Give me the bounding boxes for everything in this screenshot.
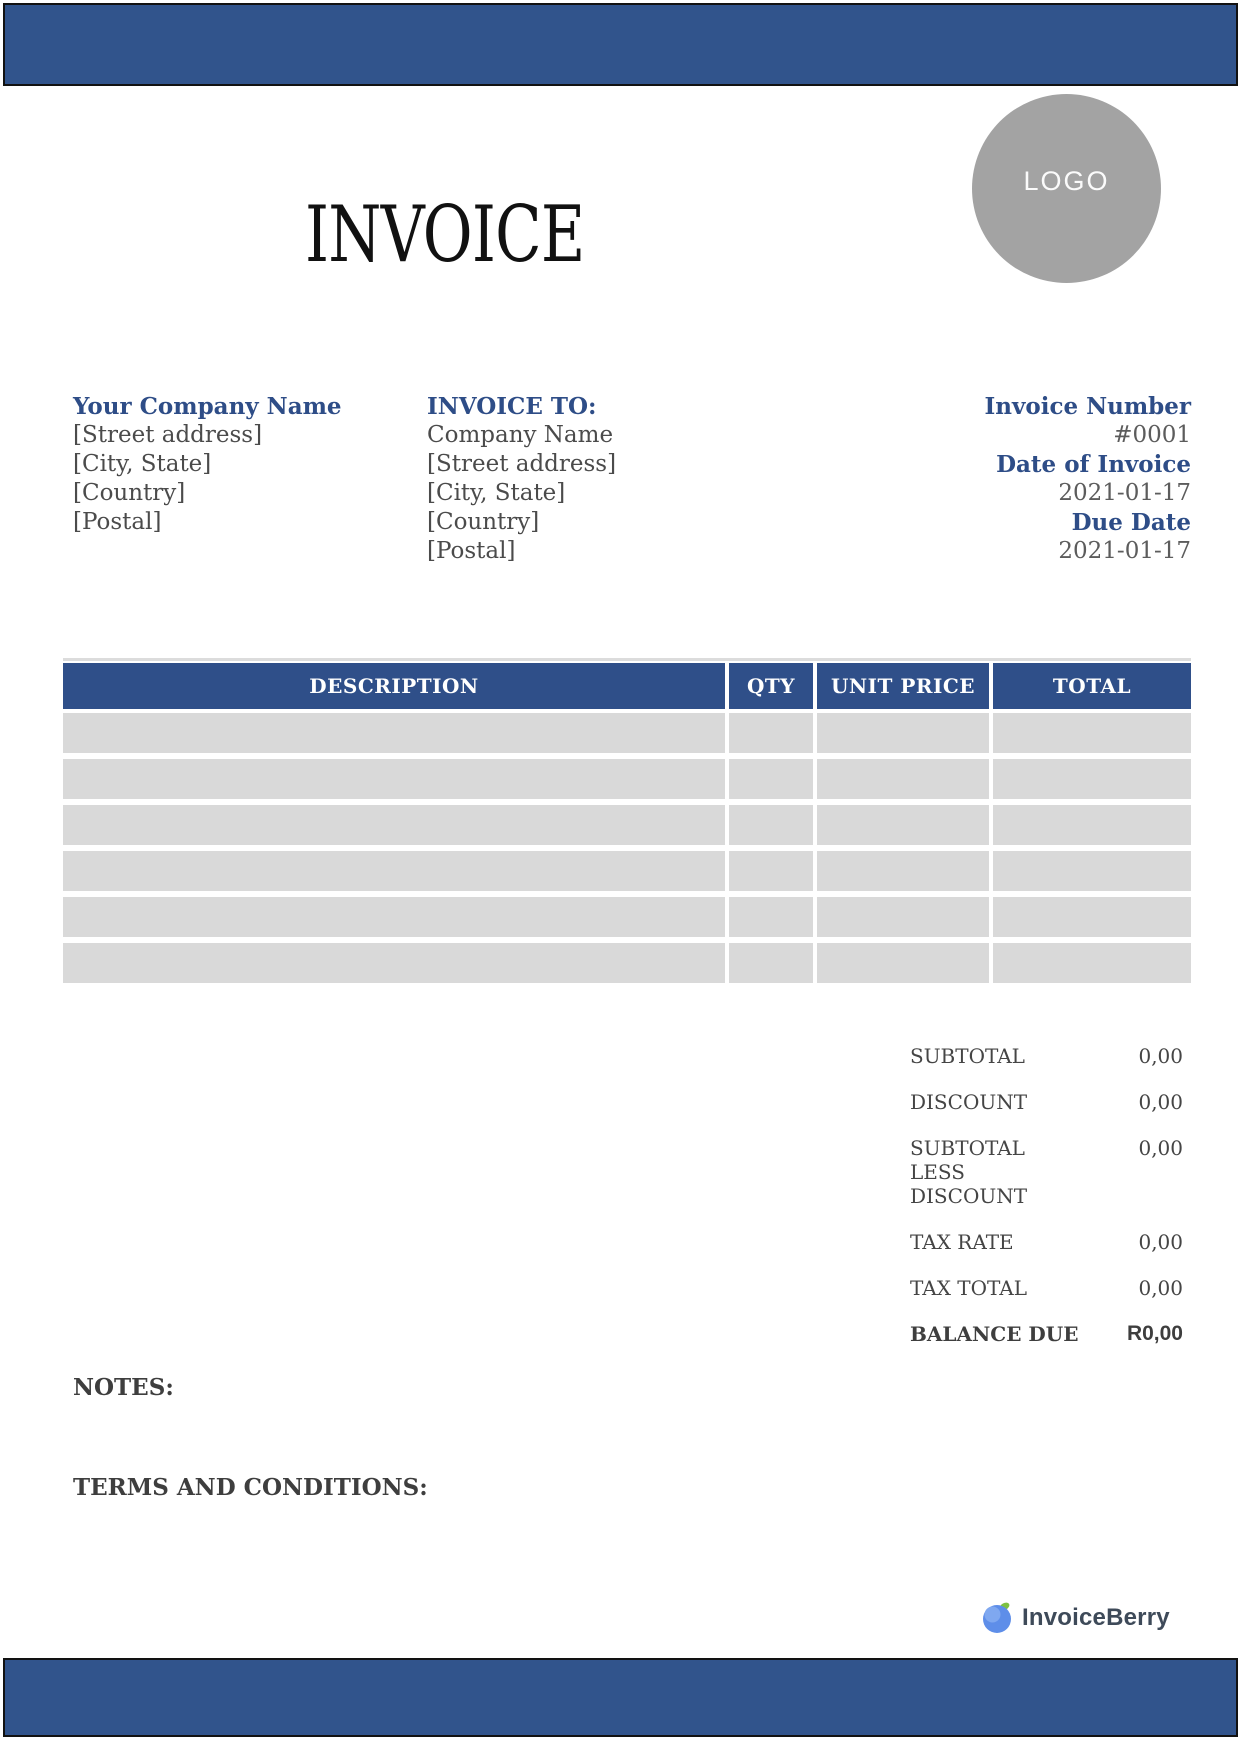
totals-row <box>910 1090 1183 1114</box>
table-cell <box>817 713 989 753</box>
invoice-to-heading: INVOICE TO: <box>427 393 597 420</box>
table-cell <box>817 759 989 799</box>
client-postal: [Postal] <box>427 538 516 564</box>
totals-row <box>910 1044 1183 1068</box>
table-cell <box>817 943 989 983</box>
invoice-number-value: #0001 <box>1113 422 1191 448</box>
table-cell <box>993 943 1191 983</box>
notes-label: NOTES: <box>73 1374 174 1401</box>
table-top-divider <box>63 658 1191 661</box>
table-cell <box>729 897 813 937</box>
client-country: [Country] <box>427 509 540 535</box>
table-cell <box>993 897 1191 937</box>
balance-due-row <box>910 1322 1183 1346</box>
table-cell <box>993 713 1191 753</box>
totals-value: 0,00 <box>1138 1136 1183 1160</box>
table-row <box>63 897 1191 937</box>
invoice-number-label: Invoice Number <box>984 393 1191 420</box>
invoice-date-value: 2021-01-17 <box>1058 480 1191 506</box>
invoice-to-block <box>427 392 616 566</box>
client-name: Company Name <box>427 422 614 448</box>
invoice-date-label: Date of Invoice <box>996 451 1191 478</box>
totals-row <box>910 1136 1183 1208</box>
table-cell <box>729 759 813 799</box>
table-cell <box>729 805 813 845</box>
totals-value: R0,00 <box>1126 1322 1183 1345</box>
table-cell <box>63 897 725 937</box>
table-cell <box>63 713 725 753</box>
company-country: [Country] <box>73 480 186 506</box>
invoiceberry-logo-icon <box>982 1602 1014 1634</box>
table-cell <box>729 851 813 891</box>
company-address-block <box>73 392 342 537</box>
table-cell <box>993 759 1191 799</box>
bottom-banner <box>3 1658 1238 1737</box>
column-header-unit-price: UNIT PRICE <box>817 663 989 709</box>
table-row <box>63 713 1191 753</box>
invoice-meta-block <box>791 392 1191 566</box>
table-row <box>63 805 1191 845</box>
table-cell <box>729 713 813 753</box>
company-postal: [Postal] <box>73 509 162 535</box>
client-street: [Street address] <box>427 451 617 477</box>
totals-label: BALANCE DUE <box>910 1322 1079 1346</box>
terms-label: TERMS AND CONDITIONS: <box>73 1474 428 1501</box>
table-cell <box>817 897 989 937</box>
table-cell <box>817 851 989 891</box>
totals-row <box>910 1276 1183 1300</box>
totals-label: SUBTOTAL <box>910 1044 1025 1068</box>
totals-row <box>910 1230 1183 1254</box>
totals-label: TAX RATE <box>910 1230 1014 1254</box>
totals-label: TAX TOTAL <box>910 1276 1027 1300</box>
company-city: [City, State] <box>73 451 212 477</box>
totals-value: 0,00 <box>1138 1044 1183 1068</box>
column-header-qty: QTY <box>729 663 813 709</box>
table-header-row <box>63 663 1191 709</box>
totals-label: SUBTOTAL LESS DISCOUNT <box>910 1136 1028 1208</box>
table-row <box>63 759 1191 799</box>
table-cell <box>993 851 1191 891</box>
totals-block <box>910 1044 1183 1368</box>
column-header-total: TOTAL <box>993 663 1191 709</box>
totals-value: 0,00 <box>1138 1230 1183 1254</box>
company-name: Your Company Name <box>73 393 342 420</box>
client-city: [City, State] <box>427 480 566 506</box>
line-items-table <box>63 658 1191 983</box>
table-cell <box>63 759 725 799</box>
company-street: [Street address] <box>73 422 263 448</box>
table-cell <box>63 805 725 845</box>
invoiceberry-brand <box>982 1602 1170 1634</box>
table-row <box>63 943 1191 983</box>
table-cell <box>63 851 725 891</box>
top-banner <box>3 3 1238 86</box>
logo-placeholder-label: LOGO <box>1023 166 1110 196</box>
due-date-label: Due Date <box>1071 509 1191 536</box>
table-cell <box>993 805 1191 845</box>
totals-label: DISCOUNT <box>910 1090 1028 1114</box>
table-cell <box>729 943 813 983</box>
column-header-description: DESCRIPTION <box>63 663 725 709</box>
logo-placeholder <box>972 94 1161 283</box>
table-cell <box>817 805 989 845</box>
invoiceberry-brand-name: InvoiceBerry <box>1022 1604 1170 1631</box>
due-date-value: 2021-01-17 <box>1058 538 1191 564</box>
totals-value: 0,00 <box>1138 1276 1183 1300</box>
table-body <box>63 713 1191 983</box>
totals-value: 0,00 <box>1138 1090 1183 1114</box>
table-cell <box>63 943 725 983</box>
table-row <box>63 851 1191 891</box>
page-title: INVOICE <box>305 190 585 280</box>
